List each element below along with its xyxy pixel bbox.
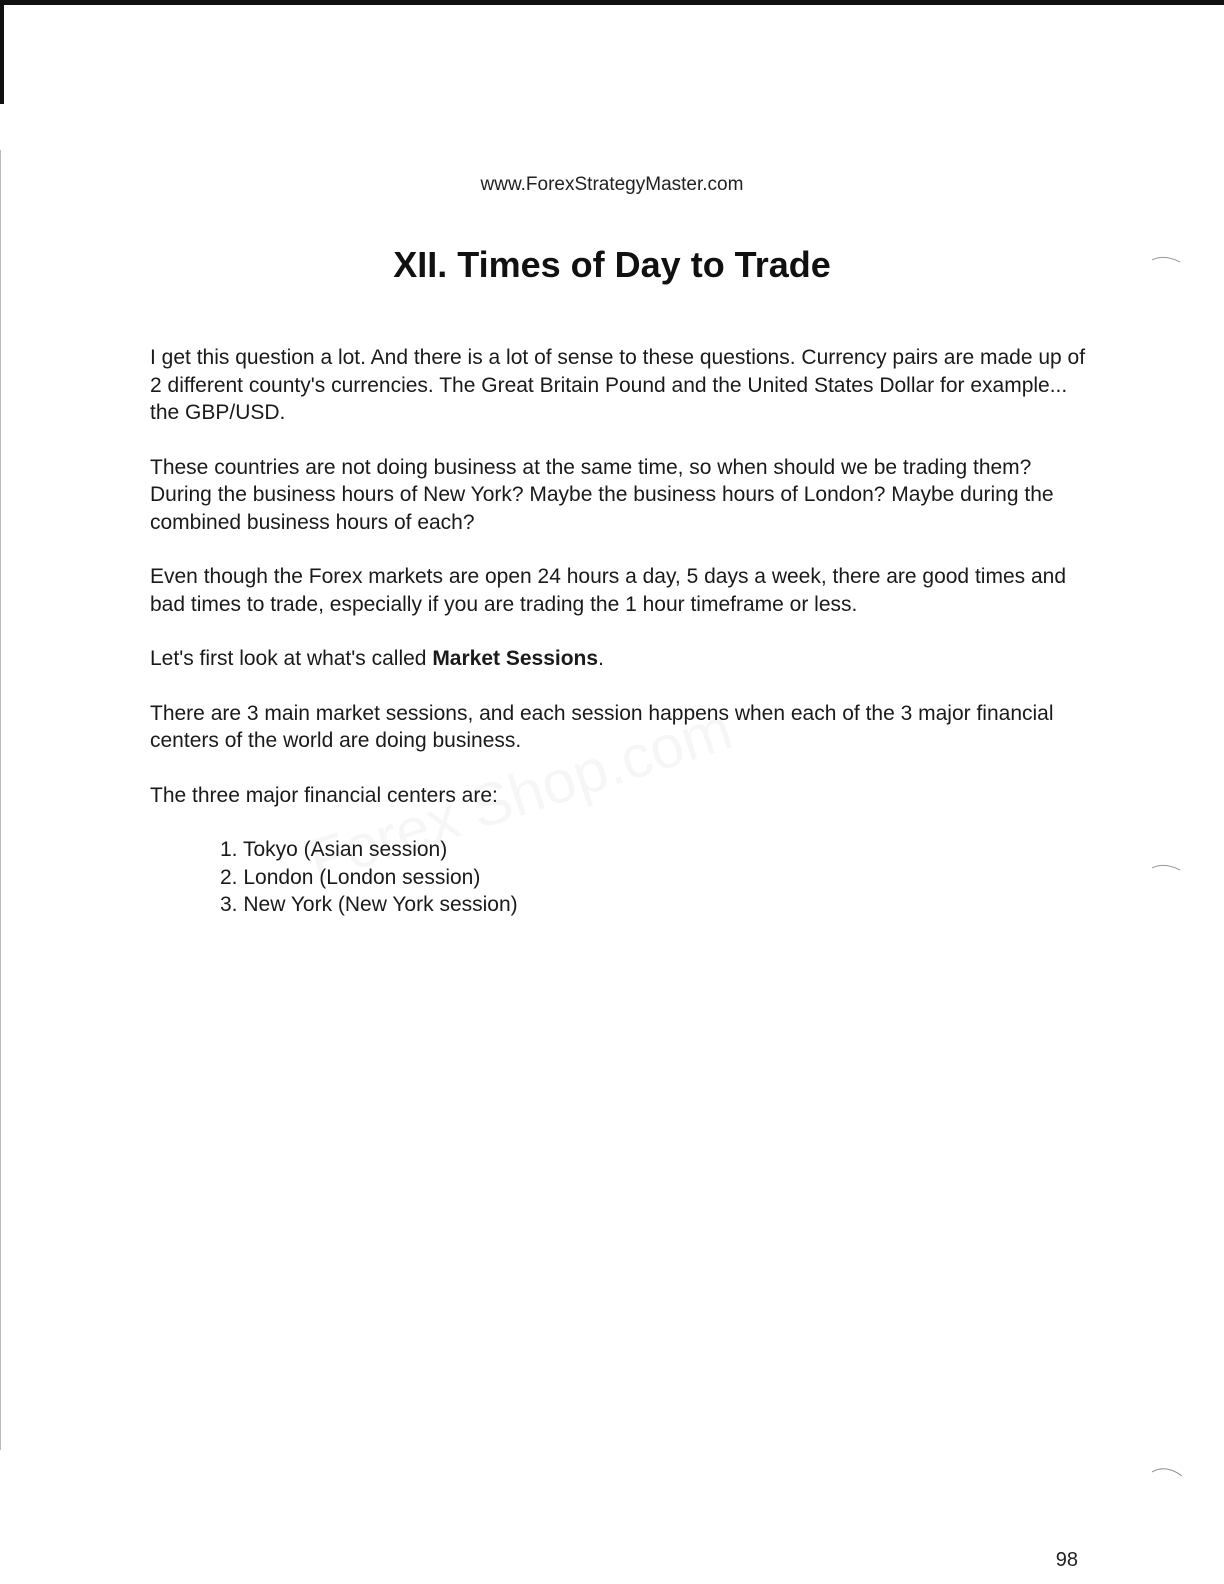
paragraph: I get this question a lot. And there is a lot of sense to these questions. Currency pairs are made up of 2 different county's currencies. The Great Britain Pound and the United States Dollar for example... the GBP/USD.	[150, 346, 1086, 424]
scan-left-line	[0, 150, 1, 1450]
list-item: 1. Tokyo (Asian session)	[220, 838, 448, 861]
paragraph: There are 3 main market sessions, and each session happens when each of the 3 major financial centers of the world are doing business.	[150, 701, 1054, 752]
market-sessions-suffix: .	[598, 647, 604, 670]
header-url: www.ForexStrategyMaster.com	[480, 174, 744, 195]
page-number: 98	[1055, 1549, 1078, 1571]
list-item: 2. London (London session)	[220, 865, 481, 889]
edge-scan-mark	[1150, 858, 1184, 872]
body-text	[150, 344, 1090, 919]
scan-left-mark	[0, 0, 4, 104]
financial-centers-list	[150, 836, 1090, 919]
scan-top-border	[0, 0, 1224, 5]
market-sessions-bold: Market Sessions	[432, 647, 599, 670]
market-sessions-paragraph	[150, 645, 1090, 673]
paragraph: Even though the Forex markets are open 24 hours a day, 5 days a week, there are good times and bad times to trade, especially if you are trading the 1 hour timeframe or less.	[150, 565, 1066, 616]
chapter-title: XII. Times of Day to Trade	[393, 244, 831, 285]
paragraph: The three major financial centers are:	[150, 783, 498, 807]
market-sessions-prefix: Let's first look at what's called	[150, 647, 433, 670]
edge-scan-mark	[1150, 1462, 1184, 1476]
list-item: 3. New York (New York session)	[220, 893, 518, 916]
paragraph: These countries are not doing business at the same time, so when should we be trading them? During the business hours of New York? Maybe the business hours of London? Maybe during the combined business hours of each?	[150, 455, 1054, 534]
